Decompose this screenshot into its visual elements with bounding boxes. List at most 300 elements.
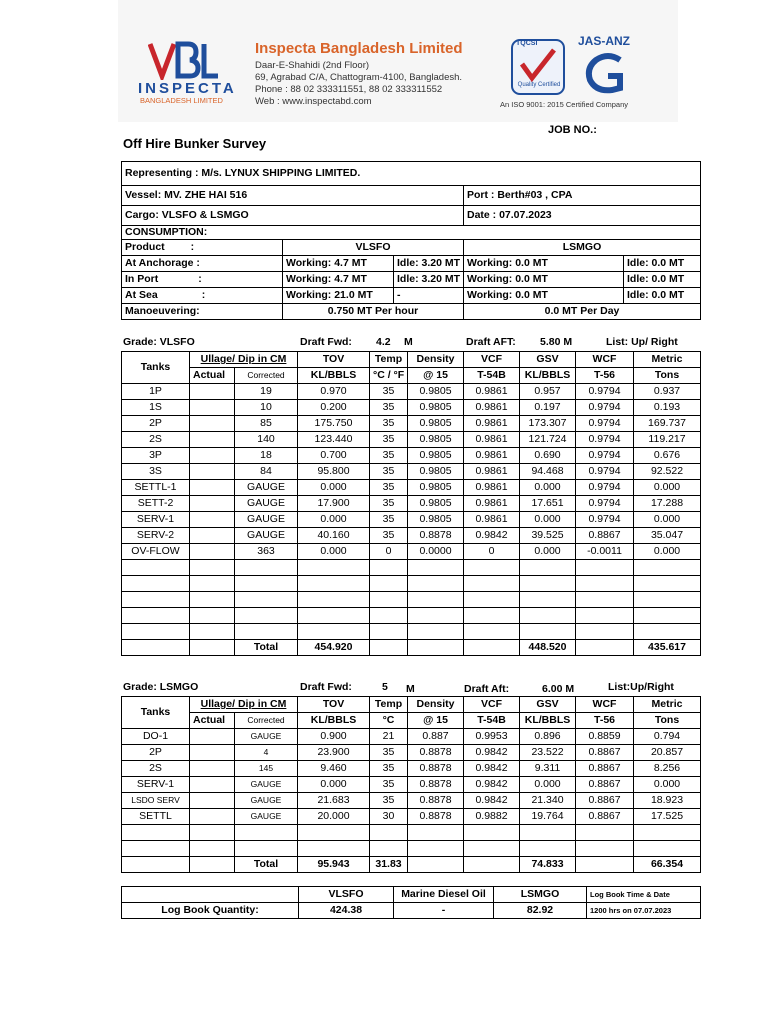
row-label: In Port : xyxy=(122,272,283,288)
cell-tank: 3S xyxy=(122,464,190,480)
empty-cell xyxy=(190,841,235,857)
vlsfo-rows xyxy=(122,384,701,640)
total-metric-tons: 66.354 xyxy=(634,857,701,873)
cell-density: 0.9805 xyxy=(408,480,464,496)
vcf-unit: T-54B xyxy=(464,368,520,384)
total-gsv: 74.833 xyxy=(520,857,576,873)
empty-row xyxy=(122,576,701,592)
vlsfo-grade: Grade: VLSFO xyxy=(123,336,195,348)
empty-cell xyxy=(235,624,298,640)
cell-wcf: 0.8867 xyxy=(576,761,634,777)
cell-metric-tons: 0.000 xyxy=(634,777,701,793)
cell-vcf: 0.9882 xyxy=(464,809,520,825)
cell-tov: 20.000 xyxy=(298,809,370,825)
survey-info-table xyxy=(121,161,701,320)
empty-cell xyxy=(520,624,576,640)
empty-cell xyxy=(464,624,520,640)
cell-actual xyxy=(190,480,235,496)
cell-corrected: GAUGE xyxy=(235,496,298,512)
table-row xyxy=(122,745,701,761)
lsmgo-tank-table xyxy=(121,696,701,873)
cell-tov: 40.160 xyxy=(298,528,370,544)
address-line-3: Phone : 88 02 333311551, 88 02 333311552 xyxy=(255,84,443,95)
cell-tank: SERV-1 xyxy=(122,777,190,793)
empty-cell xyxy=(576,825,634,841)
cell-actual xyxy=(190,464,235,480)
density-header: Density xyxy=(408,352,464,368)
empty-cell xyxy=(235,592,298,608)
cell-vcf: 0.9861 xyxy=(464,512,520,528)
cell-wcf: 0.8867 xyxy=(576,745,634,761)
total-blank xyxy=(408,640,464,656)
cell-metric-tons: 0.000 xyxy=(634,480,701,496)
cell-temp: 35 xyxy=(370,400,408,416)
empty-cell xyxy=(408,608,464,624)
cell-temp: 35 xyxy=(370,464,408,480)
empty-cell xyxy=(576,592,634,608)
cell-actual xyxy=(190,512,235,528)
temp-unit: °C / °F xyxy=(370,368,408,384)
lsmgo-working: Working: 0.0 MT xyxy=(464,288,624,304)
cell-tov: 9.460 xyxy=(298,761,370,777)
vessel: Vessel: MV. ZHE HAI 516 xyxy=(122,186,464,206)
cell-tank: 2S xyxy=(122,432,190,448)
logbook-table xyxy=(121,886,701,919)
cell-temp: 30 xyxy=(370,809,408,825)
vcf-header: VCF xyxy=(464,352,520,368)
logbook-mdo: - xyxy=(394,903,494,919)
empty-row xyxy=(122,841,701,857)
vlsfo-draft-fwd-unit: M xyxy=(404,336,413,348)
corrected-header: Corrected xyxy=(235,713,298,729)
consumption-row xyxy=(122,288,701,304)
cell-corrected: GAUGE xyxy=(235,512,298,528)
tqcsi-label: TQCSI xyxy=(516,40,538,47)
vlsfo-draft-fwd: 4.2 xyxy=(376,336,391,348)
empty-cell xyxy=(298,576,370,592)
cell-metric-tons: 0.193 xyxy=(634,400,701,416)
logbook-vlsfo: 424.38 xyxy=(299,903,394,919)
lsmgo-rows xyxy=(122,729,701,857)
cell-actual xyxy=(190,544,235,560)
empty-cell xyxy=(520,825,576,841)
empty-cell xyxy=(190,825,235,841)
vcf-header: VCF xyxy=(464,697,520,713)
empty-cell xyxy=(464,608,520,624)
cell-density: 0.9805 xyxy=(408,464,464,480)
empty-cell xyxy=(370,592,408,608)
tov-unit: KL/BBLS xyxy=(298,713,370,729)
address-line-2: 69, Agrabad C/A, Chattogram-4100, Bangladesh. xyxy=(255,72,463,83)
empty-cell xyxy=(122,825,190,841)
logbook-time-header: Log Book Time & Date xyxy=(587,887,701,903)
cell-temp: 35 xyxy=(370,480,408,496)
cell-gsv: 0.957 xyxy=(520,384,576,400)
empty-row xyxy=(122,624,701,640)
total-metric-tons: 435.617 xyxy=(634,640,701,656)
vlsfo-idle: - xyxy=(394,288,464,304)
cell-vcf: 0.9861 xyxy=(464,384,520,400)
gsv-unit: KL/BBLS xyxy=(520,713,576,729)
cell-vcf: 0.9861 xyxy=(464,480,520,496)
empty-cell xyxy=(190,608,235,624)
empty-cell xyxy=(122,576,190,592)
gsv-unit: KL/BBLS xyxy=(520,368,576,384)
table-row xyxy=(122,809,701,825)
wcf-header: WCF xyxy=(576,352,634,368)
empty-row xyxy=(122,592,701,608)
cell-density: 0.887 xyxy=(408,729,464,745)
cell-vcf: 0.9953 xyxy=(464,729,520,745)
row-label: At Anchorage : xyxy=(122,256,283,272)
cell-wcf: -0.0011 xyxy=(576,544,634,560)
cell-temp: 35 xyxy=(370,512,408,528)
cell-tov: 175.750 xyxy=(298,416,370,432)
vcf-unit: T-54B xyxy=(464,713,520,729)
empty-cell xyxy=(298,560,370,576)
cell-wcf: 0.9794 xyxy=(576,416,634,432)
vlsfo-draft-fwd-label: Draft Fwd: xyxy=(300,336,352,348)
cell-corrected: GAUGE xyxy=(235,480,298,496)
cell-density: 0.9805 xyxy=(408,400,464,416)
cell-gsv: 0.000 xyxy=(520,777,576,793)
table-row xyxy=(122,448,701,464)
vlsfo-working: Working: 21.0 MT xyxy=(283,288,394,304)
empty-cell xyxy=(235,608,298,624)
empty-cell xyxy=(122,624,190,640)
cell-gsv: 0.690 xyxy=(520,448,576,464)
empty-cell xyxy=(520,592,576,608)
empty-cell xyxy=(576,608,634,624)
manoeuvering-lsmgo: 0.0 MT Per Day xyxy=(464,304,701,320)
cell-actual xyxy=(190,729,235,745)
empty-cell xyxy=(298,624,370,640)
jas-anz-logo-icon xyxy=(580,50,636,96)
cell-gsv: 121.724 xyxy=(520,432,576,448)
empty-cell xyxy=(634,624,701,640)
cell-gsv: 0.000 xyxy=(520,512,576,528)
metric-unit: Tons xyxy=(634,713,701,729)
logbook-lsmgo-header: LSMGO xyxy=(494,887,587,903)
cell-corrected: 363 xyxy=(235,544,298,560)
cell-actual xyxy=(190,761,235,777)
cell-tov: 0.000 xyxy=(298,777,370,793)
temp-header: Temp xyxy=(370,352,408,368)
empty-cell xyxy=(122,592,190,608)
table-row xyxy=(122,777,701,793)
cell-density: 0.9805 xyxy=(408,496,464,512)
empty-cell xyxy=(190,576,235,592)
total-tov: 454.920 xyxy=(298,640,370,656)
wcf-header: WCF xyxy=(576,697,634,713)
cell-tank: 1P xyxy=(122,384,190,400)
cell-tov: 23.900 xyxy=(298,745,370,761)
table-row xyxy=(122,384,701,400)
lsmgo-grade: Grade: LSMGO xyxy=(123,681,199,693)
cell-vcf: 0.9861 xyxy=(464,496,520,512)
cell-wcf: 0.8867 xyxy=(576,793,634,809)
cell-metric-tons: 20.857 xyxy=(634,745,701,761)
representing: Representing : M/s. LYNUX SHIPPING LIMITED. xyxy=(122,162,701,186)
empty-row xyxy=(122,825,701,841)
cell-metric-tons: 0.676 xyxy=(634,448,701,464)
manoeuvering-vlsfo: 0.750 MT Per hour xyxy=(283,304,464,320)
cell-temp: 35 xyxy=(370,761,408,777)
total-blank xyxy=(408,857,464,873)
cell-density: 0.0000 xyxy=(408,544,464,560)
cell-corrected: 10 xyxy=(235,400,298,416)
cell-metric-tons: 0.000 xyxy=(634,512,701,528)
total-blank xyxy=(464,640,520,656)
cell-metric-tons: 0.000 xyxy=(634,544,701,560)
cell-temp: 35 xyxy=(370,528,408,544)
cell-wcf: 0.8859 xyxy=(576,729,634,745)
empty-cell xyxy=(576,841,634,857)
jas-anz-label: JAS-ANZ xyxy=(578,34,631,48)
cell-wcf: 0.9794 xyxy=(576,384,634,400)
total-blank xyxy=(576,857,634,873)
cell-wcf: 0.9794 xyxy=(576,512,634,528)
cell-tank: 1S xyxy=(122,400,190,416)
empty-cell xyxy=(370,841,408,857)
logo-wordmark: INSPECTA xyxy=(138,80,237,97)
cell-density: 0.8878 xyxy=(408,777,464,793)
cell-vcf: 0.9861 xyxy=(464,464,520,480)
actual-header: Actual xyxy=(190,713,235,729)
cell-metric-tons: 169.737 xyxy=(634,416,701,432)
cell-tank: SERV-2 xyxy=(122,528,190,544)
total-blank xyxy=(122,857,190,873)
cell-tov: 0.900 xyxy=(298,729,370,745)
table-row xyxy=(122,544,701,560)
job-number-label: JOB NO.: xyxy=(548,124,597,136)
cell-tov: 0.000 xyxy=(298,544,370,560)
cell-corrected: 19 xyxy=(235,384,298,400)
total-gsv: 448.520 xyxy=(520,640,576,656)
total-blank xyxy=(190,640,235,656)
cell-wcf: 0.8867 xyxy=(576,777,634,793)
ullage-header: Ullage/ Dip in CM xyxy=(190,697,298,713)
empty-cell xyxy=(634,560,701,576)
address-line-1: Daar-E-Shahidi (2nd Floor) xyxy=(255,60,370,71)
empty-cell xyxy=(576,624,634,640)
cell-temp: 35 xyxy=(370,777,408,793)
empty-cell xyxy=(235,825,298,841)
cell-actual xyxy=(190,745,235,761)
empty-cell xyxy=(464,576,520,592)
table-row xyxy=(122,416,701,432)
cell-density: 0.8878 xyxy=(408,809,464,825)
cell-vcf: 0.9861 xyxy=(464,400,520,416)
cell-corrected: GAUGE xyxy=(235,528,298,544)
cell-actual xyxy=(190,384,235,400)
manoeuvering-label: Manoeuvering: xyxy=(122,304,283,320)
cell-density: 0.9805 xyxy=(408,416,464,432)
cell-density: 0.9805 xyxy=(408,384,464,400)
cell-vcf: 0.9861 xyxy=(464,448,520,464)
vlsfo-working: Working: 4.7 MT xyxy=(283,256,394,272)
tanks-header: Tanks xyxy=(122,352,190,384)
cell-tank: 3P xyxy=(122,448,190,464)
vlsfo-working: Working: 4.7 MT xyxy=(283,272,394,288)
cell-actual xyxy=(190,528,235,544)
cell-gsv: 0.000 xyxy=(520,544,576,560)
lsmgo-idle: Idle: 0.0 MT xyxy=(624,256,701,272)
table-row xyxy=(122,793,701,809)
table-row xyxy=(122,761,701,777)
logbook-vlsfo-header: VLSFO xyxy=(299,887,394,903)
gsv-header: GSV xyxy=(520,697,576,713)
lsmgo-working: Working: 0.0 MT xyxy=(464,256,624,272)
table-row xyxy=(122,400,701,416)
cell-metric-tons: 8.256 xyxy=(634,761,701,777)
cell-density: 0.9805 xyxy=(408,512,464,528)
cell-actual xyxy=(190,793,235,809)
cell-gsv: 21.340 xyxy=(520,793,576,809)
empty-cell xyxy=(190,592,235,608)
cell-gsv: 17.651 xyxy=(520,496,576,512)
cell-corrected: 85 xyxy=(235,416,298,432)
empty-row xyxy=(122,560,701,576)
cell-density: 0.9805 xyxy=(408,432,464,448)
tqcsi-sublabel: Quality Certified xyxy=(517,82,561,88)
cell-temp: 35 xyxy=(370,432,408,448)
date: Date : 07.07.2023 xyxy=(464,206,701,226)
cell-tank: SETTL-1 xyxy=(122,480,190,496)
cell-corrected: 84 xyxy=(235,464,298,480)
empty-cell xyxy=(298,608,370,624)
empty-cell xyxy=(190,624,235,640)
vlsfo-idle: Idle: 3.20 MT xyxy=(394,272,464,288)
cell-temp: 0 xyxy=(370,544,408,560)
cell-tank: OV-FLOW xyxy=(122,544,190,560)
empty-cell xyxy=(520,560,576,576)
cell-temp: 35 xyxy=(370,745,408,761)
cell-metric-tons: 17.525 xyxy=(634,809,701,825)
lsmgo-list: List:Up/Right xyxy=(608,681,674,693)
cell-gsv: 19.764 xyxy=(520,809,576,825)
empty-cell xyxy=(370,576,408,592)
empty-cell xyxy=(235,841,298,857)
document-title: Off Hire Bunker Survey xyxy=(123,136,267,151)
cell-tank: SETTL xyxy=(122,809,190,825)
empty-cell xyxy=(634,841,701,857)
vlsfo-idle: Idle: 3.20 MT xyxy=(394,256,464,272)
logbook-mdo-header: Marine Diesel Oil xyxy=(394,887,494,903)
total-temp: 31.83 xyxy=(370,857,408,873)
ullage-header: Ullage/ Dip in CM xyxy=(190,352,298,368)
cell-temp: 21 xyxy=(370,729,408,745)
empty-cell xyxy=(408,560,464,576)
cell-actual xyxy=(190,777,235,793)
empty-cell xyxy=(235,576,298,592)
lsmgo-idle: Idle: 0.0 MT xyxy=(624,288,701,304)
total-blank xyxy=(190,857,235,873)
cell-actual xyxy=(190,400,235,416)
address-line-4: Web : www.inspectabd.com xyxy=(255,96,372,107)
cell-gsv: 173.307 xyxy=(520,416,576,432)
vlsfo-heading: VLSFO xyxy=(283,240,464,256)
cell-gsv: 0.197 xyxy=(520,400,576,416)
cell-gsv: 23.522 xyxy=(520,745,576,761)
cell-temp: 35 xyxy=(370,793,408,809)
cell-metric-tons: 119.217 xyxy=(634,432,701,448)
wcf-unit: T-56 xyxy=(576,713,634,729)
logbook-label: Log Book Quantity: xyxy=(122,903,299,919)
row-label: At Sea : xyxy=(122,288,283,304)
cell-vcf: 0.9861 xyxy=(464,432,520,448)
empty-cell xyxy=(370,608,408,624)
cell-gsv: 9.311 xyxy=(520,761,576,777)
total-label: Total xyxy=(235,640,298,656)
empty-cell xyxy=(370,825,408,841)
cell-wcf: 0.9794 xyxy=(576,400,634,416)
total-blank xyxy=(122,640,190,656)
cell-tank: LSDO SERV xyxy=(122,793,190,809)
cell-corrected: GAUGE xyxy=(235,793,298,809)
ibl-logo-icon xyxy=(148,40,220,80)
lsmgo-draft-aft: 6.00 M xyxy=(542,683,575,695)
cell-actual xyxy=(190,809,235,825)
wcf-unit: T-56 xyxy=(576,368,634,384)
cell-tov: 0.200 xyxy=(298,400,370,416)
cell-wcf: 0.9794 xyxy=(576,448,634,464)
lsmgo-draft-aft-label: Draft Aft: xyxy=(464,683,510,695)
cell-metric-tons: 0.937 xyxy=(634,384,701,400)
cell-temp: 35 xyxy=(370,416,408,432)
consumption-row xyxy=(122,272,701,288)
cell-vcf: 0.9842 xyxy=(464,528,520,544)
lsmgo-heading: LSMGO xyxy=(464,240,701,256)
empty-cell xyxy=(298,825,370,841)
cell-metric-tons: 92.522 xyxy=(634,464,701,480)
cell-gsv: 94.468 xyxy=(520,464,576,480)
empty-cell xyxy=(634,608,701,624)
cell-corrected: 18 xyxy=(235,448,298,464)
cell-vcf: 0.9842 xyxy=(464,745,520,761)
cell-tov: 95.800 xyxy=(298,464,370,480)
metric-header: Metric xyxy=(634,352,701,368)
metric-header: Metric xyxy=(634,697,701,713)
cell-corrected: GAUGE xyxy=(235,729,298,745)
cell-actual xyxy=(190,448,235,464)
cell-tov: 0.970 xyxy=(298,384,370,400)
cell-tank: 2P xyxy=(122,416,190,432)
empty-cell xyxy=(576,576,634,592)
iso-certification-text: An ISO 9001: 2015 Certified Company xyxy=(500,100,628,109)
temp-unit: °C xyxy=(370,713,408,729)
cell-vcf: 0.9842 xyxy=(464,777,520,793)
cell-corrected: 4 xyxy=(235,745,298,761)
cell-gsv: 39.525 xyxy=(520,528,576,544)
gsv-header: GSV xyxy=(520,352,576,368)
cell-tov: 21.683 xyxy=(298,793,370,809)
cell-density: 0.8878 xyxy=(408,745,464,761)
empty-cell xyxy=(370,560,408,576)
port: Port : Berth#03 , CPA xyxy=(464,186,701,206)
table-row xyxy=(122,729,701,745)
empty-cell xyxy=(464,825,520,841)
cell-tov: 123.440 xyxy=(298,432,370,448)
tov-header: TOV xyxy=(298,352,370,368)
cell-vcf: 0 xyxy=(464,544,520,560)
cell-vcf: 0.9842 xyxy=(464,761,520,777)
actual-header: Actual xyxy=(190,368,235,384)
cell-vcf: 0.9861 xyxy=(464,416,520,432)
empty-cell xyxy=(298,592,370,608)
cell-density: 0.8878 xyxy=(408,761,464,777)
cell-tov: 0.000 xyxy=(298,480,370,496)
